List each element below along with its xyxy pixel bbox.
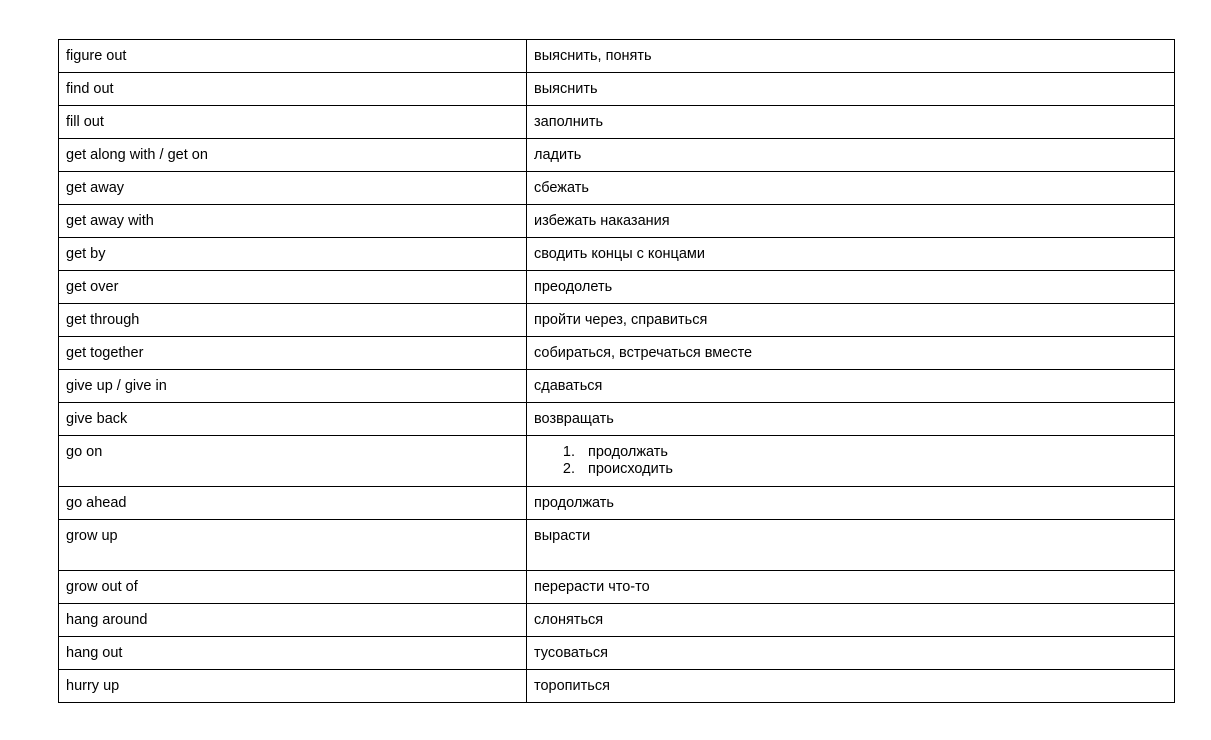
translation-cell [527,205,1175,238]
phrase-cell [59,172,527,205]
phrase-cell [59,637,527,670]
list-item [534,444,1174,461]
phrase-text: get together [66,345,144,361]
table-row [59,370,1175,403]
phrase-text: go ahead [66,495,127,511]
list-number: 2. [562,461,575,477]
translation-cell [527,403,1175,436]
translation-cell [527,571,1175,604]
translation-text: сдаваться [534,378,603,394]
phrase-cell [59,304,527,337]
table-row [59,520,1175,571]
translation-text: сбежать [534,180,589,196]
phrase-text: grow out of [66,579,138,595]
translation-text: собираться, встречаться вместе [534,345,753,361]
translation-text: выяснить, понять [534,48,652,64]
list-number: 1. [562,444,575,460]
translation-text: заполнить [534,114,604,130]
table-row [59,271,1175,304]
translation-text: перерасти что-то [534,579,650,595]
translation-cell [527,637,1175,670]
translation-text: продолжать [534,495,614,511]
translation-cell [527,337,1175,370]
phrase-text: hang out [66,645,123,661]
translation-cell [527,139,1175,172]
phrase-text: give up / give in [66,378,167,394]
translation-cell [527,370,1175,403]
translation-cell [527,238,1175,271]
phrase-cell [59,487,527,520]
table-row [59,139,1175,172]
table-row [59,40,1175,73]
table-row [59,436,1175,487]
phrase-text: get away with [66,213,154,229]
translation-cell [527,40,1175,73]
translation-text: сводить концы с концами [534,246,705,262]
translation-cell [527,172,1175,205]
translation-cell [527,73,1175,106]
phrase-cell [59,370,527,403]
list-item-text: происходить [588,461,673,477]
phrasal-verbs-table [58,39,1175,703]
translation-cell [527,436,1175,487]
phrase-text: figure out [66,48,127,64]
phrase-cell [59,436,527,487]
phrase-text: grow up [66,528,118,544]
phrase-text: go on [66,444,103,460]
phrase-cell [59,604,527,637]
translation-text: возвращать [534,411,614,427]
translation-cell [527,520,1175,571]
phrase-cell [59,106,527,139]
table-row [59,73,1175,106]
phrase-cell [59,73,527,106]
phrase-cell [59,40,527,73]
translation-text: торопиться [534,678,610,694]
translation-numbered-list [534,436,1174,478]
phrase-cell [59,238,527,271]
translation-cell [527,670,1175,703]
phrase-text: get away [66,180,125,196]
phrase-cell [59,403,527,436]
translation-cell [527,604,1175,637]
phrase-text: get over [66,279,119,295]
translation-cell [527,106,1175,139]
list-item [534,461,1174,478]
phrase-text: fill out [66,114,104,130]
translation-cell [527,271,1175,304]
translation-cell [527,304,1175,337]
phrase-text: get through [66,312,140,328]
table-row [59,172,1175,205]
table-row [59,571,1175,604]
table-row [59,487,1175,520]
phrase-cell [59,139,527,172]
phrase-cell [59,205,527,238]
table-row [59,205,1175,238]
phrase-text: get along with / get on [66,147,208,163]
table-row [59,403,1175,436]
table-row [59,670,1175,703]
translation-text: избежать наказания [534,213,670,229]
phrase-text: give back [66,411,128,427]
phrase-cell [59,271,527,304]
phrase-text: find out [66,81,114,97]
phrase-text: get by [66,246,106,262]
table-row [59,238,1175,271]
table-row [59,604,1175,637]
phrase-cell [59,337,527,370]
table-row [59,106,1175,139]
phrase-cell [59,571,527,604]
translation-text: вырасти [534,528,591,544]
table-row [59,337,1175,370]
table-row [59,637,1175,670]
translation-cell [527,487,1175,520]
translation-text: преодолеть [534,279,613,295]
translation-text: пройти через, справиться [534,312,708,328]
phrase-text: hang around [66,612,148,628]
table-row [59,304,1175,337]
phrase-cell [59,520,527,571]
translation-text: тусоваться [534,645,608,661]
translation-text: ладить [534,147,582,163]
phrase-text: hurry up [66,678,120,694]
list-item-text: продолжать [588,444,668,460]
phrase-cell [59,670,527,703]
translation-text: выяснить [534,81,598,97]
translation-text: слоняться [534,612,604,628]
